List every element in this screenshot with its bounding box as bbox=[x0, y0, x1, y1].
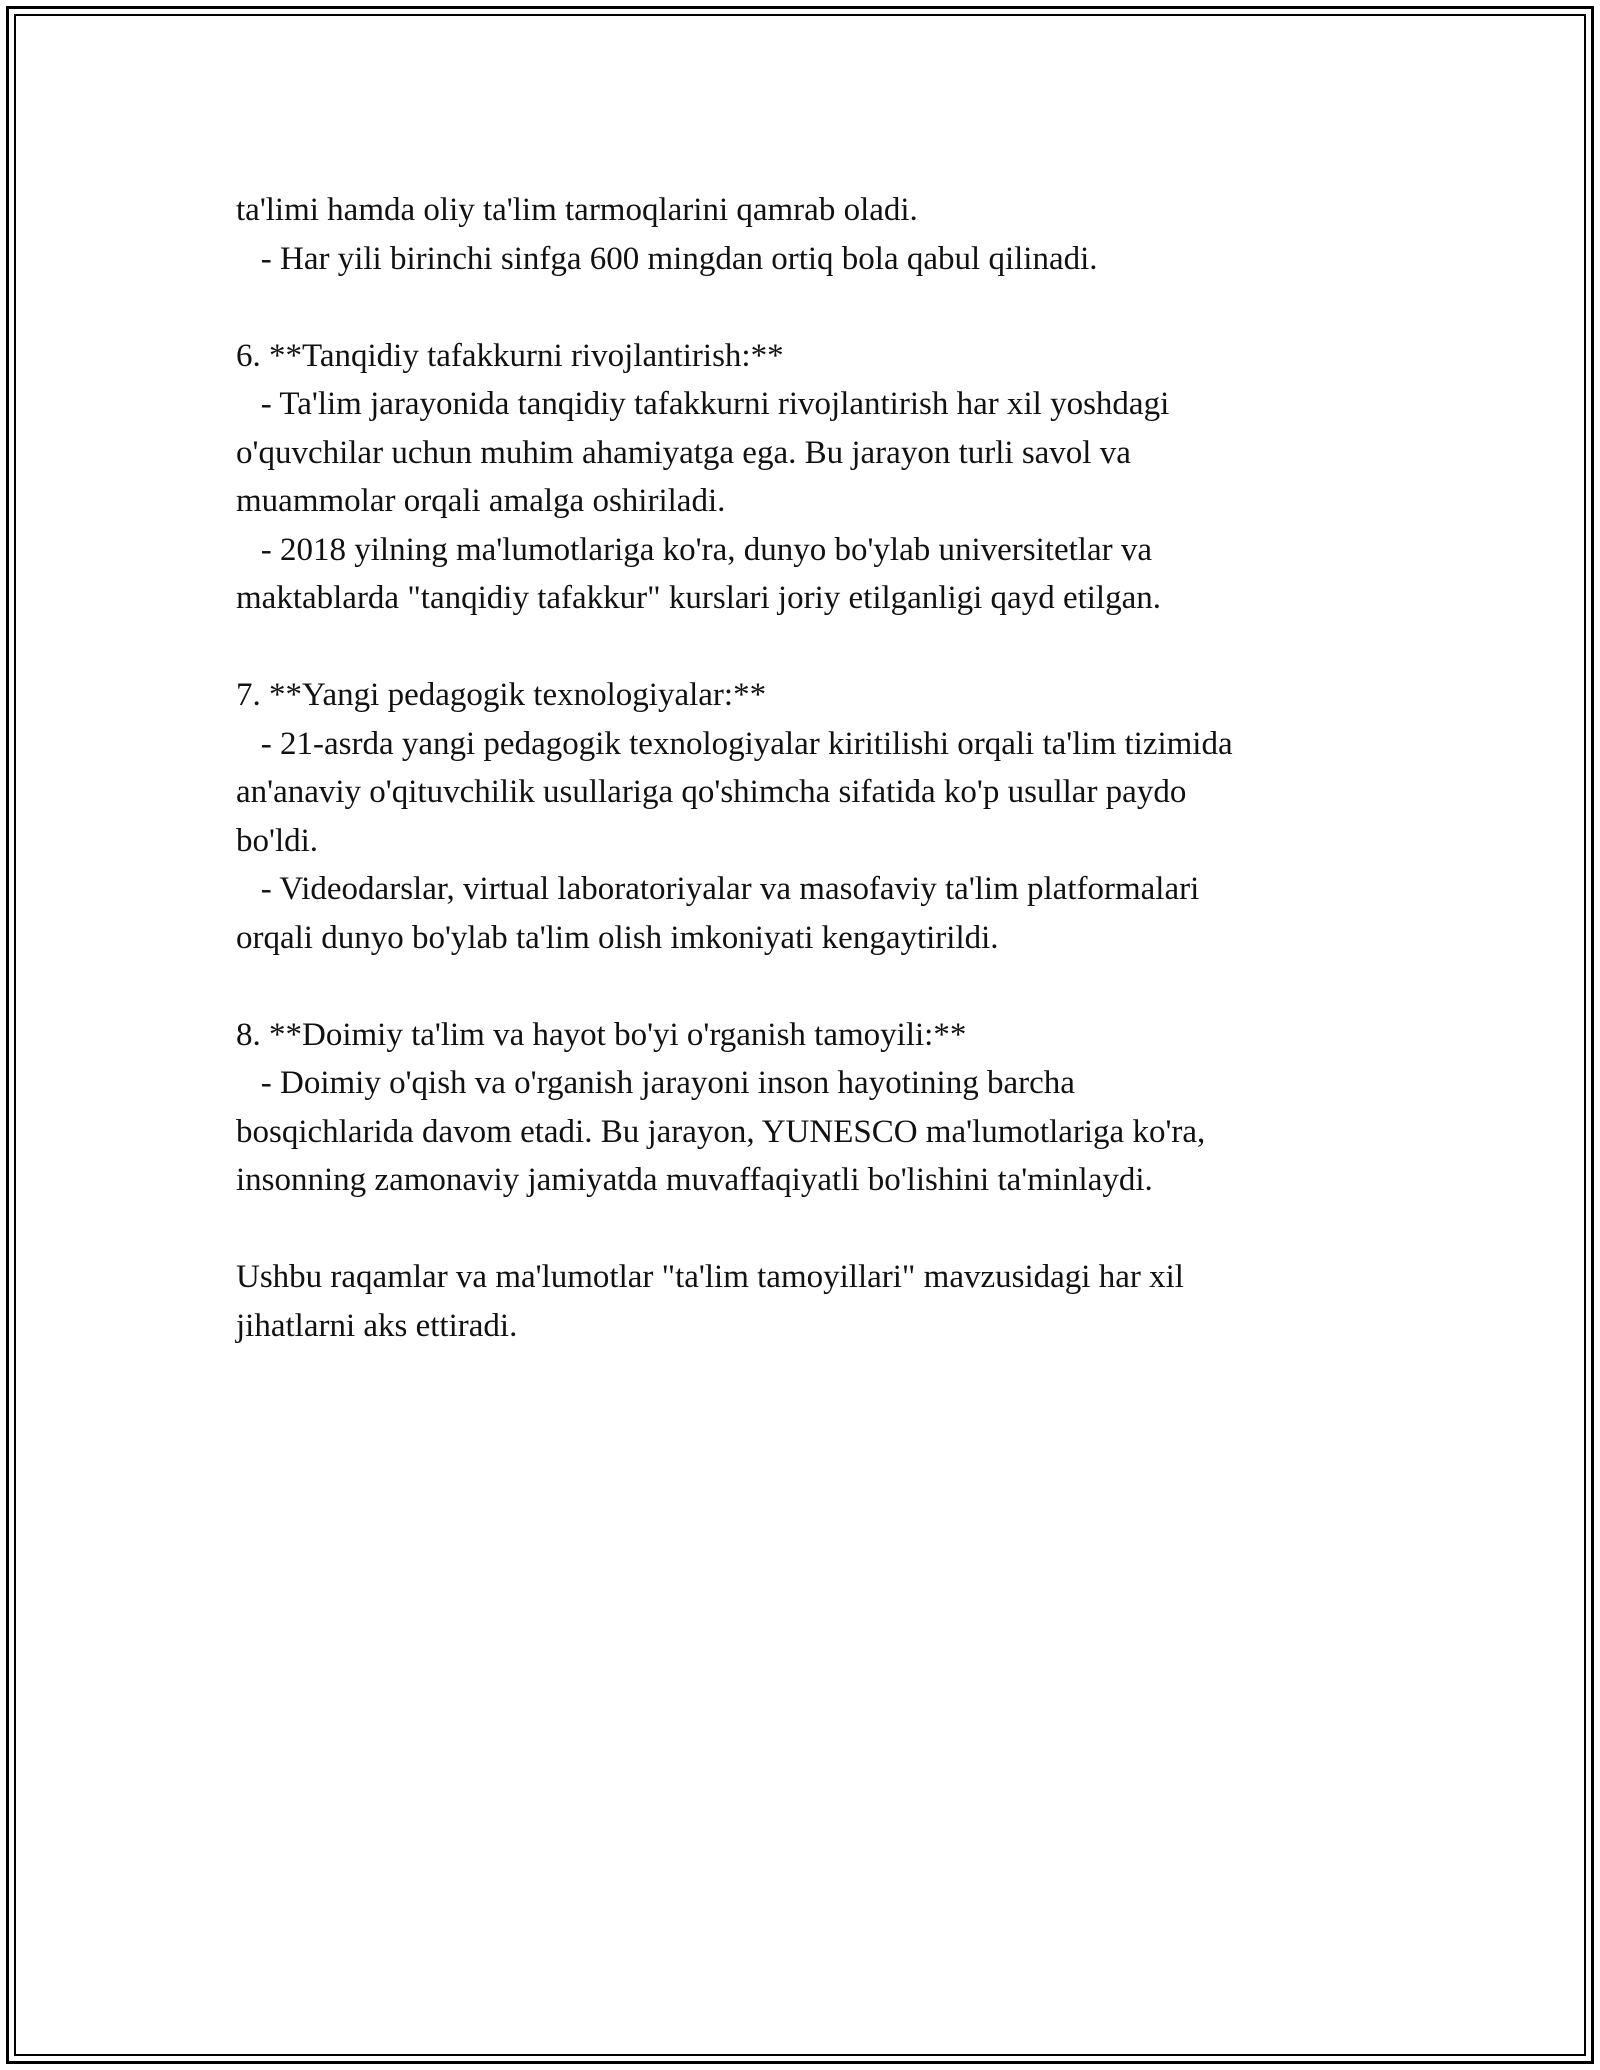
paragraph-gap bbox=[236, 1205, 1406, 1254]
text-line: - Doimiy o'qish va o'rganish jarayoni inson hayotining barcha bbox=[236, 1065, 1075, 1101]
text-line: bosqichlarida davom etadi. Bu jarayon, YUNESCO ma'lumotlariga ko'ra, bbox=[236, 1113, 1206, 1150]
text-line: jihatlarni aks ettiradi. bbox=[236, 1307, 518, 1344]
paragraph-gap bbox=[236, 283, 1406, 332]
text-line: orqali dunyo bo'ylab ta'lim olish imkoniyati kengaytirildi. bbox=[236, 919, 999, 956]
text-line: insonning zamonaviy jamiyatda muvaffaqiyatli bo'lishini ta'minlaydi. bbox=[236, 1162, 1153, 1198]
text-line: muammolar orqali amalga oshiriladi. bbox=[236, 483, 726, 519]
document-body bbox=[236, 186, 1406, 1350]
text-line: o'quvchilar uchun muhim ahamiyatga ega. Bu jarayon turli savol va bbox=[236, 434, 1131, 471]
paragraph-gap bbox=[236, 623, 1406, 672]
paragraph-gap bbox=[236, 962, 1406, 1011]
section-heading: 8. **Doimiy ta'lim va hayot bo'yi o'rganish tamoyili:** bbox=[236, 1016, 967, 1053]
text-line: Ushbu raqamlar va ma'lumotlar "ta'lim tamoyillari" mavzusidagi har xil bbox=[236, 1259, 1184, 1295]
text-line: - Videodarslar, virtual laboratoriyalar va masofaviy ta'lim platformalari bbox=[236, 871, 1200, 907]
text-line: - 21-asrda yangi pedagogik texnologiyalar kiritilishi orqali ta'lim tizimida bbox=[236, 725, 1233, 762]
text-line: maktablarda "tanqidiy tafakkur" kurslari joriy etilganligi qayd etilgan. bbox=[236, 580, 1161, 616]
text-line: bo'ldi. bbox=[236, 822, 319, 859]
text-line: - Ta'lim jarayonida tanqidiy tafakkurni rivojlantirish har xil yoshdagi bbox=[236, 386, 1170, 422]
section-heading: 6. **Tanqidiy tafakkurni rivojlantirish:** bbox=[236, 337, 784, 374]
text-line: - 2018 yilning ma'lumotlariga ko'ra, dunyo bo'ylab universitetlar va bbox=[236, 531, 1152, 568]
text-line: an'anaviy o'qituvchilik usullariga qo'shimcha sifatida ko'p usullar paydo bbox=[236, 774, 1187, 810]
section-heading: 7. **Yangi pedagogik texnologiyalar:** bbox=[236, 677, 767, 713]
text-line: ta'limi hamda oliy ta'lim tarmoqlarini qamrab oladi. bbox=[236, 192, 918, 228]
text-line: - Har yili birinchi sinfga 600 mingdan ortiq bola qabul qilinadi. bbox=[236, 240, 1098, 277]
